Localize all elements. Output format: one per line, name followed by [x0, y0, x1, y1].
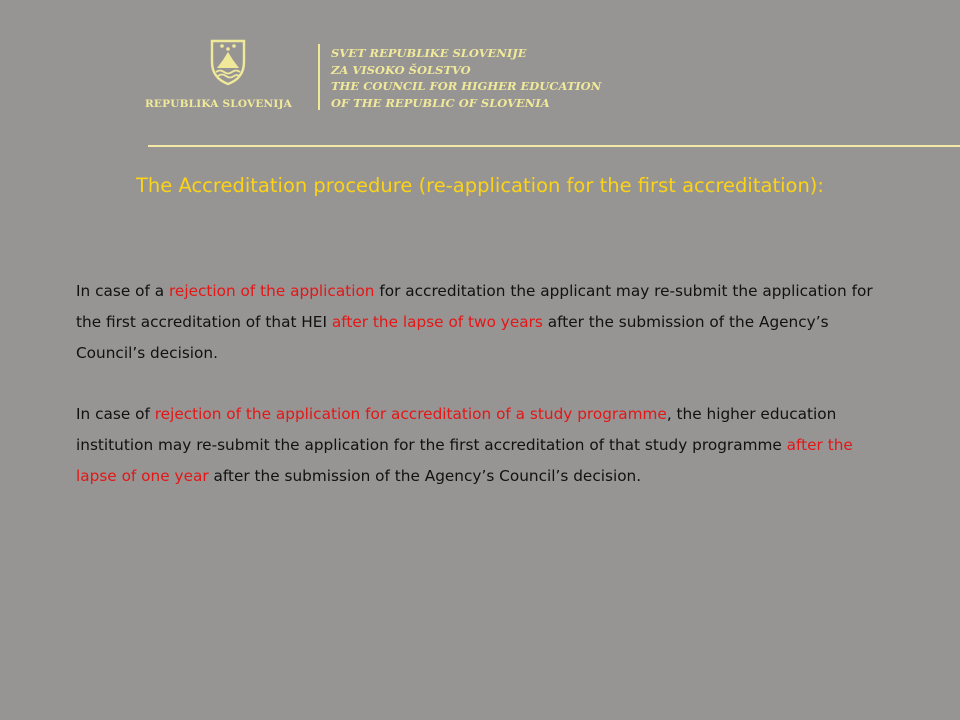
council-name-block [331, 45, 601, 111]
council-line-4: OF THE REPUBLIC OF SLOVENIA [331, 95, 550, 110]
paragraph-1-text-3: after the submission of the Agency’s Council’s decision. [76, 313, 829, 362]
paragraph-2-highlight-2: after the lapse of one year [76, 436, 853, 485]
paragraph-2-text-1: In case of [76, 405, 155, 423]
council-line-1: SVET REPUBLIKE SLOVENIJE [331, 46, 527, 60]
header-rule [148, 145, 960, 147]
paragraph-1-text-1: In case of a [76, 282, 169, 300]
paragraph-two-year-lapse [76, 276, 896, 369]
paragraph-1-text-2: for accreditation the applicant may re-submit the application for the first accreditation of that HEI [76, 282, 873, 331]
paragraph-2-text-2: , the higher education institution may re-submit the application for the first accreditation of that study programme [76, 405, 837, 454]
slide-title: The Accreditation procedure (re-application for the first accreditation): [136, 174, 824, 197]
paragraph-1-highlight-2: after the lapse of two years [331, 313, 543, 331]
header-divider [318, 44, 320, 110]
slovenia-coat-of-arms-icon [209, 38, 247, 86]
paragraph-1-highlight-1: rejection of the application [168, 282, 375, 300]
republic-label: REPUBLIKA SLOVENIJA [145, 98, 292, 110]
logo-block [145, 38, 325, 114]
paragraph-one-year-lapse [76, 399, 896, 492]
paragraph-2-highlight-1: rejection of the application for accreditation of a study programme [154, 405, 667, 423]
council-line-2: ZA VISOKO ŠOLSTVO [331, 62, 471, 77]
paragraph-2-text-3: after the submission of the Agency’s Council’s decision. [208, 467, 642, 485]
council-line-3: THE COUNCIL FOR HIGHER EDUCATION [331, 79, 602, 93]
